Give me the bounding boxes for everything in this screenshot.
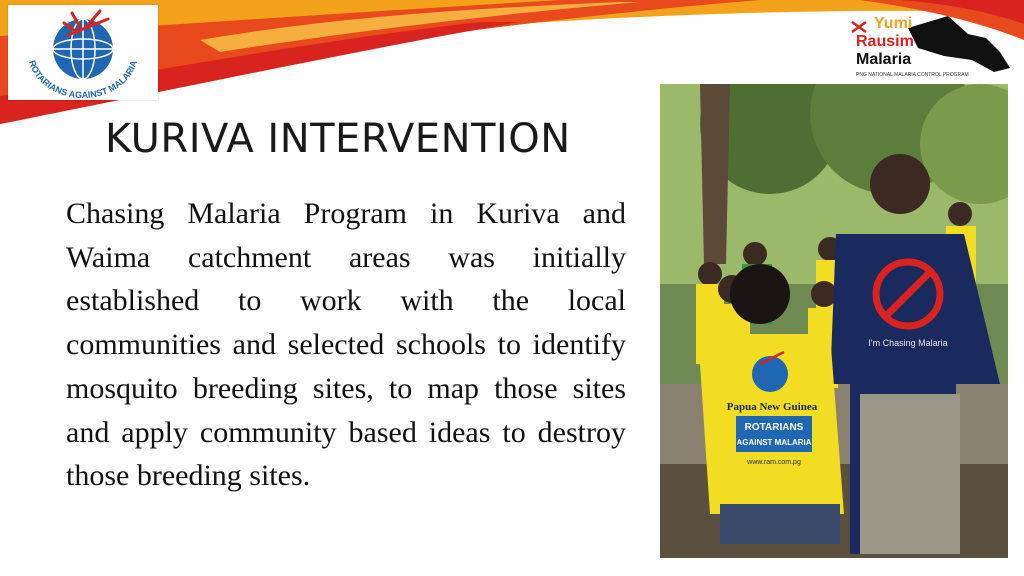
shirt-line-rotarians: ROTARIANS: [744, 422, 804, 433]
slide-title: KURIVA INTERVENTION: [105, 116, 571, 162]
logo-rausim: Rausim: [856, 33, 914, 50]
yumi-rausim-malaria-logo: [848, 8, 1018, 84]
shirt-line-url: www.ram.com.pg: [747, 459, 801, 466]
slide-body-text: Chasing Malaria Program in Kuriva and Waima catchment areas was initially established to work with the local communities and selected schools to identify mosquito breeding sites, to map those sites and apply community based ideas to destroy those breeding sites.: [66, 197, 626, 493]
shirt-line-against-malaria: AGAINST MALARIA: [736, 438, 812, 447]
globe-mosquito-icon: [8, 5, 158, 100]
shirt-line-png: Papua New Guinea: [726, 401, 818, 413]
svg-text:ROTARIANS AGAINST MALARIA: ROTARIANS AGAINST MALARIA: [26, 59, 140, 100]
logo-malaria: Malaria: [856, 51, 912, 68]
group-photo: [660, 84, 1008, 558]
tshirt-slogan: I'm Chasing Malaria: [868, 338, 948, 348]
logo-tagline: PNG NATIONAL MALARIA CONTROL PROGRAM: [856, 72, 969, 78]
rotarians-against-malaria-logo: [8, 5, 158, 100]
logo-yumi: Yumi: [874, 15, 913, 32]
